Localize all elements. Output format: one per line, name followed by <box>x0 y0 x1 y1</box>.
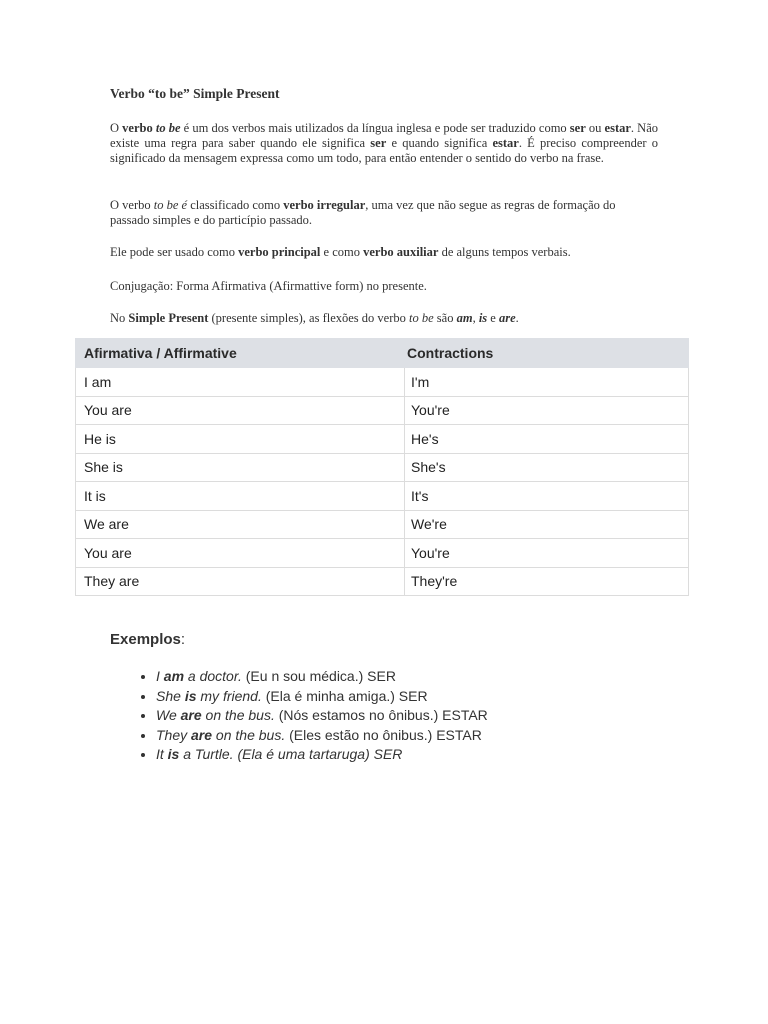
examples-heading <box>110 631 185 648</box>
text: e <box>487 311 499 325</box>
text: , uma vez que não segue as regras de formação do passado simples e do particípio passado. <box>110 198 616 227</box>
bold-term: ser <box>370 136 387 150</box>
column-header: Contractions <box>405 339 689 368</box>
text: am <box>163 668 185 684</box>
text: is <box>167 746 180 762</box>
table-row <box>76 482 689 511</box>
text: She <box>156 687 185 704</box>
table-cell: We are <box>76 510 405 539</box>
table-cell: You are <box>76 539 405 568</box>
text: are <box>191 726 213 743</box>
text: is <box>184 687 197 704</box>
bold-term: verbo auxiliar <box>363 245 439 259</box>
text: on the bus. <box>201 707 275 723</box>
bold-term: verbo irregular <box>283 198 366 212</box>
text: We <box>156 707 181 723</box>
text: , <box>472 311 479 325</box>
table-cell: She is <box>76 453 405 482</box>
text: on the bus. <box>212 726 286 743</box>
paragraph-usage <box>110 245 658 260</box>
table-cell: It's <box>405 482 689 511</box>
table-cell: It is <box>76 482 405 511</box>
text: são <box>433 311 457 325</box>
text: O verbo <box>110 198 154 212</box>
table-cell: You're <box>405 396 689 425</box>
examples-list <box>110 667 488 765</box>
table-row <box>76 396 689 425</box>
text: are <box>180 707 202 723</box>
bold-term: Simple Present <box>128 311 209 325</box>
text: e quando significa <box>386 136 493 150</box>
bold-italic-term: is <box>478 311 488 325</box>
text: (Eu n sou médica.) SER <box>241 668 396 684</box>
text: (Nós estamos no ônibus.) ESTAR <box>274 707 488 723</box>
text: a doctor. <box>184 668 242 684</box>
text: (Eles estão no ônibus.) ESTAR <box>285 726 482 743</box>
italic-term: to be <box>409 311 434 325</box>
table-row <box>76 368 689 397</box>
text: . <box>515 311 519 325</box>
list-item <box>156 667 488 687</box>
bold-term: estar <box>604 121 631 135</box>
bold-italic-term: am <box>456 311 473 325</box>
text: (Ela é minha amiga.) SER <box>261 687 428 704</box>
table-cell: You're <box>405 539 689 568</box>
table-cell: We're <box>405 510 689 539</box>
bold-italic-term: are <box>498 311 516 325</box>
table-cell: He is <box>76 425 405 454</box>
list-item <box>156 745 488 765</box>
paragraph-irregular <box>110 198 658 228</box>
column-header: Afirmativa / Affirmative <box>76 339 405 368</box>
text: my friend. <box>196 687 262 704</box>
table-cell: They are <box>76 567 405 596</box>
table-cell: You are <box>76 396 405 425</box>
page-title: Verbo “to be” Simple Present <box>110 86 280 101</box>
table-row <box>76 510 689 539</box>
text: They <box>156 726 192 743</box>
text: : <box>180 631 186 648</box>
conjugation-table <box>75 338 689 596</box>
bold-term: verbo principal <box>238 245 321 259</box>
text: . Não existe uma regra para saber quando ele significa <box>110 121 659 150</box>
italic-term: to be é <box>153 198 188 212</box>
table-cell: They're <box>405 567 689 596</box>
list-item <box>156 726 488 746</box>
text: e como <box>320 245 364 259</box>
italic-term: to be <box>155 121 181 135</box>
paragraph-conjugation: Conjugação: Forma Afirmativa (Afirmattive form) no presente. <box>110 279 427 293</box>
text: classificado como <box>187 198 284 212</box>
text: a Turtle. (Ela é uma tartaruga) SER <box>179 746 403 762</box>
text: é um dos verbos mais utilizados da língua inglesa e pode ser traduzido como <box>180 121 570 135</box>
table-row <box>76 425 689 454</box>
examples-heading-label: Exemplos <box>110 631 181 648</box>
bold-term: estar <box>492 136 519 150</box>
table-row <box>76 567 689 596</box>
text: de alguns tempos verbais. <box>438 245 571 259</box>
table-row <box>76 539 689 568</box>
bold-term: ser <box>569 121 586 135</box>
text: . É preciso compreender o significado da mensagem expressa como um todo, para então entender o sentido do verbo na frase. <box>110 136 659 165</box>
table-cell: I am <box>76 368 405 397</box>
text: (presente simples), as flexões do verbo <box>208 311 410 325</box>
text: It <box>156 746 168 762</box>
table-row <box>76 453 689 482</box>
text: I <box>156 668 164 684</box>
table-header-row <box>76 339 689 368</box>
bold-term: verbo <box>122 121 153 135</box>
paragraph-intro <box>110 121 658 166</box>
table-cell: I'm <box>405 368 689 397</box>
text: ou <box>585 121 605 135</box>
paragraph-simple-present <box>110 311 658 326</box>
table-cell: He's <box>405 425 689 454</box>
text: O <box>110 121 123 135</box>
list-item <box>156 706 488 726</box>
text: No <box>110 311 129 325</box>
list-item <box>156 687 488 707</box>
table-cell: She's <box>405 453 689 482</box>
text: Ele pode ser usado como <box>110 245 239 259</box>
